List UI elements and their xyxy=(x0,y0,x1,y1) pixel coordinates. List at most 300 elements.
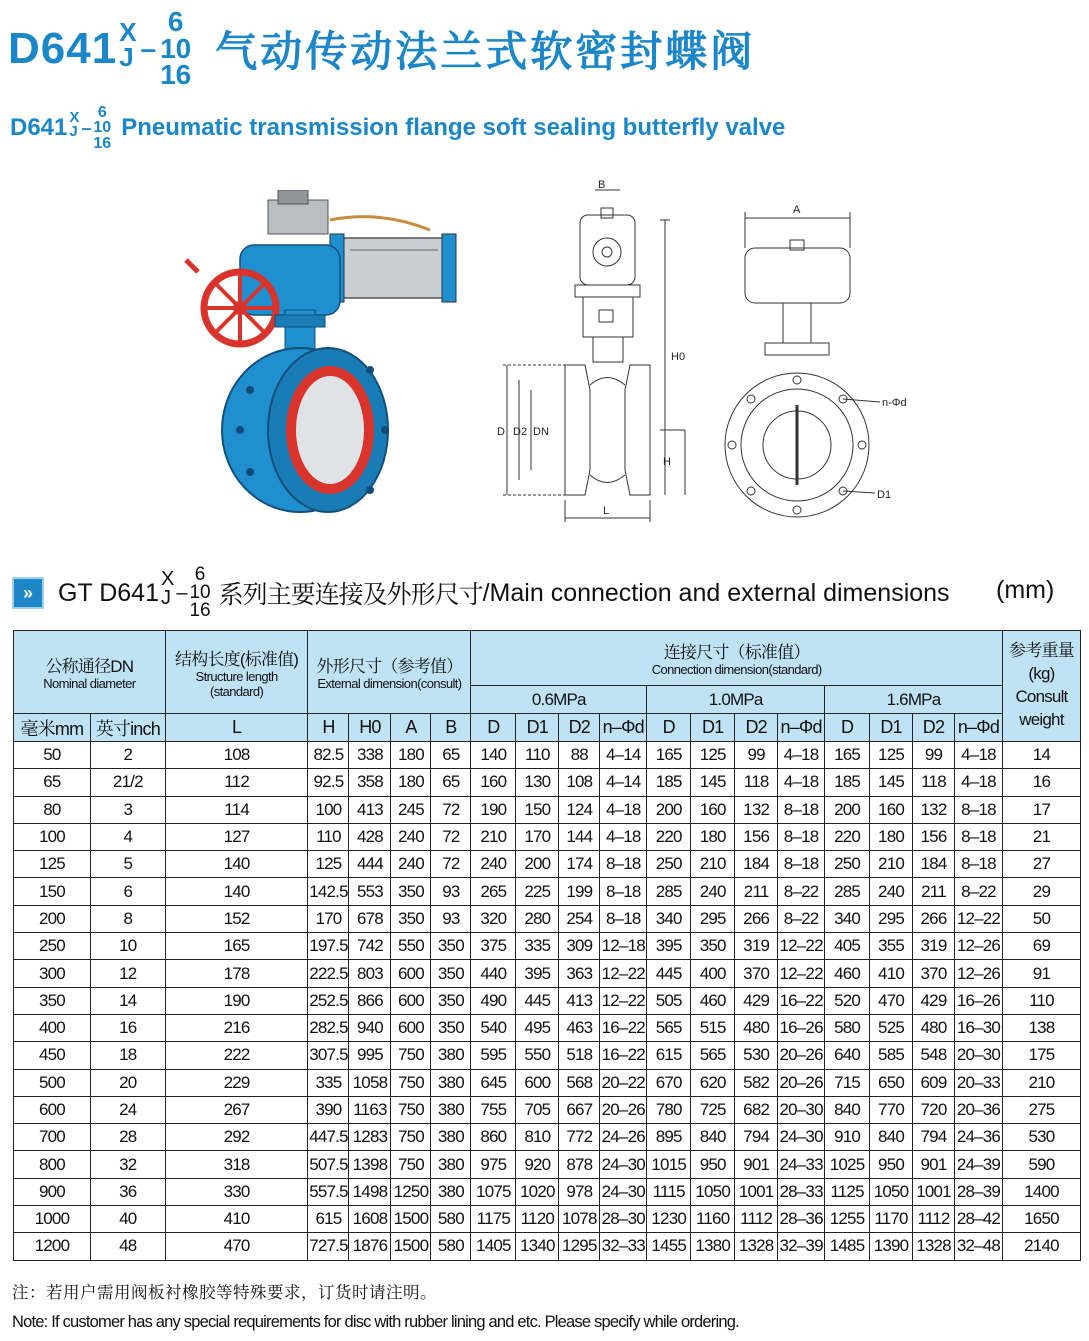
header-external-dimension: 外形尺寸（参考值） External dimension(consult) xyxy=(308,631,471,714)
table-cell: 650 xyxy=(870,1069,913,1096)
table-cell: 1340 xyxy=(516,1233,559,1260)
table-cell: 225 xyxy=(516,878,559,905)
table-cell: 100 xyxy=(308,796,349,823)
table-row xyxy=(14,1069,1081,1096)
table-cell: 185 xyxy=(825,769,870,796)
model-sup: X xyxy=(119,17,137,48)
label-a: A xyxy=(793,204,801,216)
table-cell: 1390 xyxy=(870,1233,913,1260)
section-type-stack xyxy=(161,570,174,608)
table-cell: 110 xyxy=(308,823,349,850)
page-title-zh xyxy=(8,4,755,94)
table-cell: 210 xyxy=(1002,1069,1080,1096)
header-d: D xyxy=(647,714,691,742)
table-cell: 350 xyxy=(431,1014,471,1041)
table-cell: 36 xyxy=(90,1178,165,1205)
table-cell: 156 xyxy=(913,823,955,850)
table-cell: 125 xyxy=(14,851,91,878)
table-row xyxy=(14,1233,1081,1260)
table-cell: 5 xyxy=(90,851,165,878)
table-cell: 1500 xyxy=(391,1233,431,1260)
table-cell: 184 xyxy=(735,851,778,878)
section-pressure-10: 10 xyxy=(189,581,211,603)
table-cell: 16–22 xyxy=(600,1014,647,1041)
table-cell: 200 xyxy=(825,796,870,823)
table-cell: 565 xyxy=(691,1042,735,1069)
table-cell: 950 xyxy=(691,1151,735,1178)
table-cell: 505 xyxy=(647,987,691,1014)
table-cell: 156 xyxy=(735,823,778,850)
header-pressure-1-6: 1.6MPa xyxy=(825,686,1003,714)
table-cell: 1230 xyxy=(647,1206,691,1233)
label-b: B xyxy=(598,180,606,191)
table-cell: 8–18 xyxy=(778,823,825,850)
table-cell: 1485 xyxy=(825,1233,870,1260)
section-title-zh: 系列主要连接及外形尺寸 xyxy=(218,581,483,609)
table-cell: 8–18 xyxy=(600,878,647,905)
label-d: D xyxy=(497,426,505,438)
table-cell: 307.5 xyxy=(308,1042,349,1069)
table-cell: 265 xyxy=(471,878,516,905)
section-heading xyxy=(12,563,950,622)
table-cell: 6 xyxy=(90,878,165,905)
table-cell: 600 xyxy=(391,987,431,1014)
table-cell: 2 xyxy=(90,742,165,769)
table-cell: 1001 xyxy=(913,1178,955,1205)
table-cell: 200 xyxy=(14,905,91,932)
table-cell: 20–33 xyxy=(954,1069,1002,1096)
table-cell: 460 xyxy=(825,960,870,987)
header-d: D xyxy=(825,714,870,742)
table-cell: 21/2 xyxy=(90,769,165,796)
header-nd: n–Φd xyxy=(954,714,1002,742)
table-cell: 380 xyxy=(431,1178,471,1205)
table-cell: 495 xyxy=(516,1014,559,1041)
table-body xyxy=(14,742,1081,1261)
header-connection-dimension: 连接尺寸（标准值） Connection dimension(standard) xyxy=(471,631,1003,686)
table-cell: 380 xyxy=(431,1069,471,1096)
table-row xyxy=(14,796,1081,823)
table-cell: 595 xyxy=(471,1042,516,1069)
table-cell: 8–18 xyxy=(954,796,1002,823)
table-cell: 250 xyxy=(14,933,91,960)
table-cell: 565 xyxy=(647,1014,691,1041)
table-cell: 900 xyxy=(14,1178,91,1205)
table-cell: 645 xyxy=(471,1069,516,1096)
section-pressure-16: 16 xyxy=(189,600,211,622)
table-cell: 16 xyxy=(1002,769,1080,796)
table-cell: 108 xyxy=(165,742,308,769)
table-cell: 380 xyxy=(431,1096,471,1123)
table-cell: 65 xyxy=(431,742,471,769)
table-cell: 780 xyxy=(647,1096,691,1123)
table-cell: 14 xyxy=(90,987,165,1014)
table-cell: 1250 xyxy=(391,1178,431,1205)
table-cell: 32–48 xyxy=(954,1233,1002,1260)
table-cell: 1380 xyxy=(691,1233,735,1260)
table-cell: 16–26 xyxy=(954,987,1002,1014)
table-cell: 245 xyxy=(391,796,431,823)
table-cell: 340 xyxy=(825,905,870,932)
pressure-10-small: 10 xyxy=(93,119,112,137)
table-cell: 8–22 xyxy=(778,878,825,905)
table-cell: 750 xyxy=(391,1096,431,1123)
table-cell: 65 xyxy=(14,769,91,796)
header-d2: D2 xyxy=(559,714,600,742)
table-cell: 2140 xyxy=(1002,1233,1080,1260)
table-cell: 184 xyxy=(913,851,955,878)
table-cell: 350 xyxy=(14,987,91,1014)
table-cell: 178 xyxy=(165,960,308,987)
table-cell: 3 xyxy=(90,796,165,823)
table-cell: 920 xyxy=(516,1151,559,1178)
header-d2: D2 xyxy=(735,714,778,742)
table-cell: 678 xyxy=(349,905,391,932)
table-row xyxy=(14,1124,1081,1151)
table-cell: 1000 xyxy=(14,1206,91,1233)
table-cell: 810 xyxy=(516,1124,559,1151)
note-en: Note: If customer has any special requirements for disc with rubber lining and etc. Please specify while ordering. xyxy=(12,1313,739,1331)
table-cell: 132 xyxy=(735,796,778,823)
label-d2: D2 xyxy=(513,426,528,438)
table-cell: 803 xyxy=(349,960,391,987)
table-cell: 50 xyxy=(14,742,91,769)
table-cell: 20–26 xyxy=(778,1042,825,1069)
table-cell: 125 xyxy=(308,851,349,878)
table-cell: 840 xyxy=(691,1124,735,1151)
table-cell: 395 xyxy=(647,933,691,960)
table-cell: 24–39 xyxy=(954,1151,1002,1178)
table-cell: 840 xyxy=(870,1124,913,1151)
table-cell: 350 xyxy=(431,933,471,960)
table-cell: 1020 xyxy=(516,1178,559,1205)
table-cell: 220 xyxy=(647,823,691,850)
table-cell: 252.5 xyxy=(308,987,349,1014)
table-cell: 8 xyxy=(90,905,165,932)
section-title-en: /Main connection and external dimensions xyxy=(482,578,950,607)
table-cell: 160 xyxy=(870,796,913,823)
table-cell: 1295 xyxy=(559,1233,600,1260)
table-cell: 770 xyxy=(870,1096,913,1123)
table-cell: 160 xyxy=(691,796,735,823)
model-type-stack xyxy=(119,17,137,72)
table-cell: 895 xyxy=(647,1124,691,1151)
table-cell: 1163 xyxy=(349,1096,391,1123)
table-cell: 557.5 xyxy=(308,1178,349,1205)
table-cell: 65 xyxy=(431,769,471,796)
table-cell: 132 xyxy=(913,796,955,823)
valve-photo xyxy=(180,190,480,520)
table-cell: 110 xyxy=(1002,987,1080,1014)
table-cell: 1120 xyxy=(516,1206,559,1233)
table-cell: 1112 xyxy=(735,1206,778,1233)
table-cell: 16–26 xyxy=(778,1014,825,1041)
table-cell: 91 xyxy=(1002,960,1080,987)
table-cell: 150 xyxy=(516,796,559,823)
table-cell: 363 xyxy=(559,960,600,987)
table-cell: 282.5 xyxy=(308,1014,349,1041)
table-cell: 28–33 xyxy=(778,1178,825,1205)
table-cell: 1058 xyxy=(349,1069,391,1096)
section-dash: – xyxy=(176,581,188,604)
table-cell: 280 xyxy=(516,905,559,932)
table-cell: 550 xyxy=(391,933,431,960)
table-cell: 4–18 xyxy=(954,742,1002,769)
table-cell: 319 xyxy=(735,933,778,960)
table-cell: 222.5 xyxy=(308,960,349,987)
table-cell: 600 xyxy=(516,1069,559,1096)
table-cell: 8–18 xyxy=(954,851,1002,878)
label-h0: H0 xyxy=(671,351,686,363)
table-cell: 240 xyxy=(391,823,431,850)
table-cell: 222 xyxy=(165,1042,308,1069)
table-cell: 350 xyxy=(691,933,735,960)
table-cell: 200 xyxy=(516,851,559,878)
table-cell: 1015 xyxy=(647,1151,691,1178)
table-cell: 380 xyxy=(431,1151,471,1178)
table-cell: 950 xyxy=(870,1151,913,1178)
table-cell: 742 xyxy=(349,933,391,960)
table-cell: 429 xyxy=(913,987,955,1014)
table-cell: 20–30 xyxy=(954,1042,1002,1069)
table-cell: 520 xyxy=(825,987,870,1014)
table-cell: 180 xyxy=(691,823,735,850)
table-cell: 370 xyxy=(735,960,778,987)
table-cell: 480 xyxy=(913,1014,955,1041)
table-cell: 48 xyxy=(90,1233,165,1260)
table-cell: 335 xyxy=(308,1069,349,1096)
table-cell: 4–18 xyxy=(600,823,647,850)
table-cell: 615 xyxy=(647,1042,691,1069)
table-cell: 413 xyxy=(349,796,391,823)
header-weight: 参考重量 (kg) Consult weight xyxy=(1002,631,1080,742)
table-cell: 580 xyxy=(431,1206,471,1233)
table-cell: 170 xyxy=(516,823,559,850)
table-cell: 197.5 xyxy=(308,933,349,960)
table-row xyxy=(14,1014,1081,1041)
table-cell: 114 xyxy=(165,796,308,823)
table-cell: 127 xyxy=(165,823,308,850)
table-cell: 300 xyxy=(14,960,91,987)
header-d1: D1 xyxy=(870,714,913,742)
table-cell: 460 xyxy=(691,987,735,1014)
table-cell: 358 xyxy=(349,769,391,796)
table-cell: 530 xyxy=(735,1042,778,1069)
table-cell: 28 xyxy=(90,1124,165,1151)
table-cell: 150 xyxy=(14,878,91,905)
table-cell: 490 xyxy=(471,987,516,1014)
table-cell: 590 xyxy=(1002,1151,1080,1178)
table-cell: 370 xyxy=(913,960,955,987)
table-cell: 525 xyxy=(870,1014,913,1041)
table-cell: 17 xyxy=(1002,796,1080,823)
table-cell: 410 xyxy=(870,960,913,987)
table-cell: 1398 xyxy=(349,1151,391,1178)
table-cell: 1876 xyxy=(349,1233,391,1260)
table-cell: 72 xyxy=(431,796,471,823)
table-cell: 390 xyxy=(308,1096,349,1123)
table-cell: 16–22 xyxy=(778,987,825,1014)
table-cell: 568 xyxy=(559,1069,600,1096)
table-cell: 292 xyxy=(165,1124,308,1151)
table-cell: 12–22 xyxy=(600,987,647,1014)
table-cell: 32 xyxy=(90,1151,165,1178)
table-cell: 266 xyxy=(735,905,778,932)
table-cell: 428 xyxy=(349,823,391,850)
table-cell: 901 xyxy=(913,1151,955,1178)
table-cell: 800 xyxy=(14,1151,91,1178)
table-row xyxy=(14,1206,1081,1233)
table-cell: 670 xyxy=(647,1069,691,1096)
section-pressure-stack xyxy=(189,563,211,622)
table-cell: 515 xyxy=(691,1014,735,1041)
table-cell: 340 xyxy=(647,905,691,932)
table-cell: 130 xyxy=(516,769,559,796)
table-cell: 145 xyxy=(691,769,735,796)
table-cell: 1400 xyxy=(1002,1178,1080,1205)
table-cell: 1498 xyxy=(349,1178,391,1205)
table-cell: 16 xyxy=(90,1014,165,1041)
table-cell: 444 xyxy=(349,851,391,878)
header-inch: 英寸inch xyxy=(90,714,165,742)
table-cell: 405 xyxy=(825,933,870,960)
table-cell: 32–39 xyxy=(778,1233,825,1260)
pressure-6: 6 xyxy=(167,6,184,38)
table-cell: 4–18 xyxy=(778,769,825,796)
table-cell: 4–14 xyxy=(600,769,647,796)
table-cell: 24–30 xyxy=(600,1151,647,1178)
pressure-6-small: 6 xyxy=(97,104,107,122)
model-prefix: D641 xyxy=(8,24,118,73)
table-cell: 480 xyxy=(735,1014,778,1041)
table-cell: 470 xyxy=(165,1233,308,1260)
section-sub: J xyxy=(160,587,171,609)
table-row xyxy=(14,933,1081,960)
table-cell: 20–26 xyxy=(600,1096,647,1123)
table-cell: 124 xyxy=(559,796,600,823)
table-cell: 750 xyxy=(391,1124,431,1151)
table-row xyxy=(14,1178,1081,1205)
table-cell: 250 xyxy=(647,851,691,878)
product-name-zh: 气动传动法兰式软密封蝶阀 xyxy=(215,27,756,76)
table-cell: 794 xyxy=(735,1124,778,1151)
page-title-en xyxy=(10,100,785,156)
table-cell: 615 xyxy=(308,1206,349,1233)
table-cell: 413 xyxy=(559,987,600,1014)
section-unit: (mm) xyxy=(996,576,1055,604)
table-cell: 24–33 xyxy=(778,1151,825,1178)
table-cell: 350 xyxy=(431,960,471,987)
label-l: L xyxy=(603,505,610,517)
table-row xyxy=(14,1042,1081,1069)
table-cell: 794 xyxy=(913,1124,955,1151)
table-cell: 12–18 xyxy=(600,933,647,960)
table-cell: 429 xyxy=(735,987,778,1014)
table-cell: 1050 xyxy=(870,1178,913,1205)
table-cell: 380 xyxy=(431,1124,471,1151)
table-cell: 20–22 xyxy=(600,1069,647,1096)
table-cell: 600 xyxy=(14,1096,91,1123)
label-h: H xyxy=(663,456,671,468)
note-zh: 注：若用户需用阀板衬橡胶等特殊要求，订货时请注明。 xyxy=(12,1284,437,1302)
table-cell: 1025 xyxy=(825,1151,870,1178)
table-cell: 20–30 xyxy=(778,1096,825,1123)
table-cell: 275 xyxy=(1002,1096,1080,1123)
table-cell: 72 xyxy=(431,851,471,878)
model-pressure-stack-small xyxy=(93,105,111,151)
table-cell: 88 xyxy=(559,742,600,769)
table-cell: 112 xyxy=(165,769,308,796)
table-cell: 350 xyxy=(431,987,471,1014)
table-cell: 50 xyxy=(1002,905,1080,932)
table-cell: 240 xyxy=(471,851,516,878)
table-cell: 190 xyxy=(165,987,308,1014)
table-row xyxy=(14,742,1081,769)
table-cell: 12–22 xyxy=(954,905,1002,932)
table-cell: 445 xyxy=(516,987,559,1014)
table-cell: 8–18 xyxy=(600,905,647,932)
header-d2: D2 xyxy=(913,714,955,742)
table-cell: 216 xyxy=(165,1014,308,1041)
table-cell: 28–42 xyxy=(954,1206,1002,1233)
table-cell: 1175 xyxy=(471,1206,516,1233)
table-cell: 118 xyxy=(735,769,778,796)
table-cell: 1328 xyxy=(913,1233,955,1260)
table-cell: 16–30 xyxy=(954,1014,1002,1041)
label-d1: D1 xyxy=(877,489,892,501)
table-cell: 4–18 xyxy=(954,769,1002,796)
table-cell: 609 xyxy=(913,1069,955,1096)
table-cell: 160 xyxy=(471,769,516,796)
table-row xyxy=(14,960,1081,987)
table-cell: 350 xyxy=(391,878,431,905)
table-cell: 1125 xyxy=(825,1178,870,1205)
table-cell: 211 xyxy=(913,878,955,905)
table-cell: 400 xyxy=(14,1014,91,1041)
table-cell: 725 xyxy=(691,1096,735,1123)
table-cell: 620 xyxy=(691,1069,735,1096)
table-cell: 12 xyxy=(90,960,165,987)
table-cell: 447.5 xyxy=(308,1124,349,1151)
table-cell: 12–26 xyxy=(954,960,1002,987)
table-cell: 355 xyxy=(870,933,913,960)
table-cell: 267 xyxy=(165,1096,308,1123)
table-cell: 640 xyxy=(825,1042,870,1069)
table-cell: 507.5 xyxy=(308,1151,349,1178)
table-cell: 8–18 xyxy=(778,796,825,823)
table-cell: 145 xyxy=(870,769,913,796)
table-cell: 860 xyxy=(471,1124,516,1151)
table-cell: 165 xyxy=(165,933,308,960)
table-cell: 170 xyxy=(308,905,349,932)
model-pressure-stack xyxy=(160,6,192,91)
header-l: L xyxy=(165,714,308,742)
table-cell: 24–26 xyxy=(600,1124,647,1151)
table-cell: 229 xyxy=(165,1069,308,1096)
table-row xyxy=(14,823,1081,850)
table-cell: 190 xyxy=(471,796,516,823)
table-cell: 92.5 xyxy=(308,769,349,796)
table-cell: 755 xyxy=(471,1096,516,1123)
table-cell: 978 xyxy=(559,1178,600,1205)
header-h: H xyxy=(308,714,349,742)
table-cell: 667 xyxy=(559,1096,600,1123)
model-sub: J xyxy=(119,42,134,72)
table-cell: 540 xyxy=(471,1014,516,1041)
header-d1: D1 xyxy=(691,714,735,742)
table-cell: 975 xyxy=(471,1151,516,1178)
table-cell: 29 xyxy=(1002,878,1080,905)
